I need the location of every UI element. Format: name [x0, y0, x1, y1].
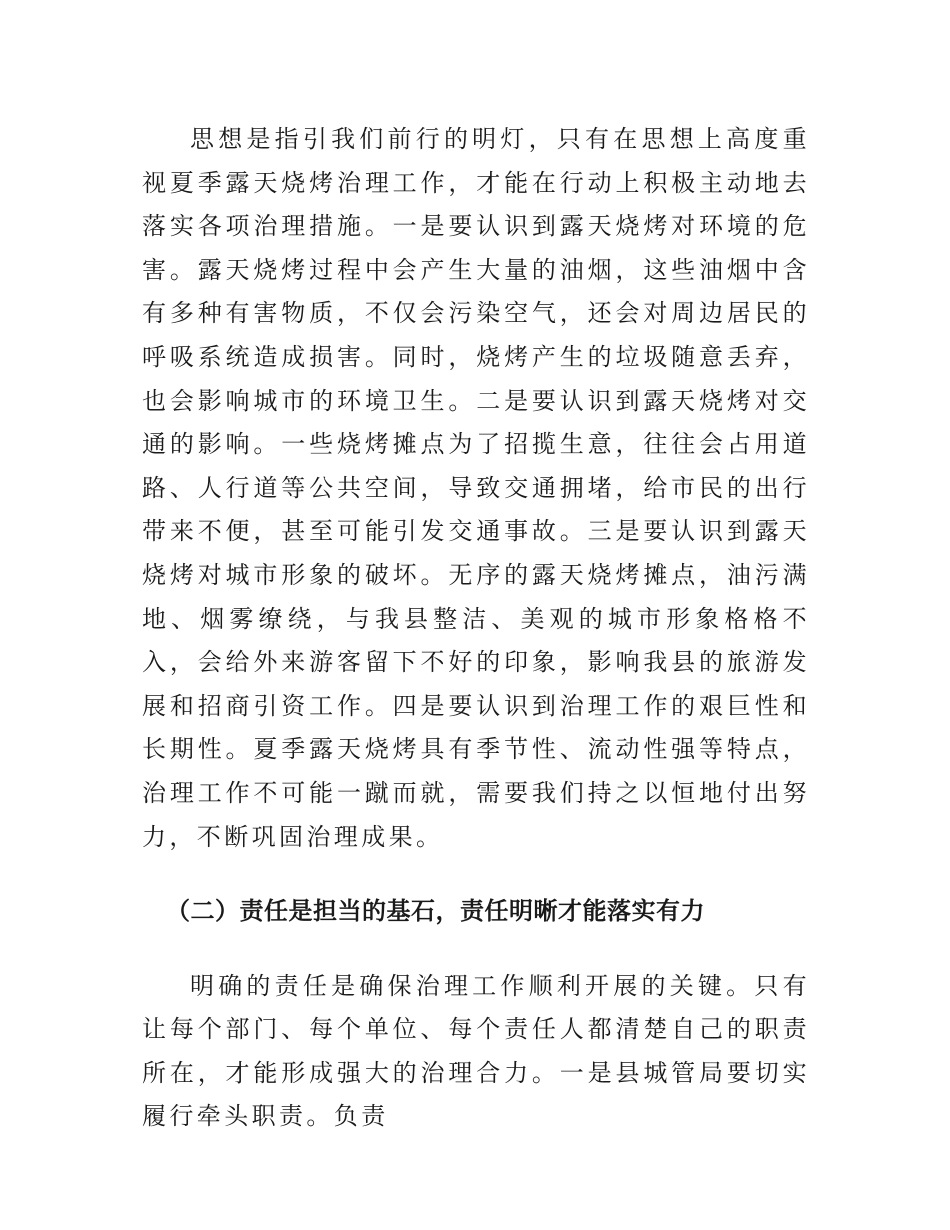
body-paragraph-2: 明确的责任是确保治理工作顺利开展的关键。只有让每个部门、每个单位、每个责任人都清楚自己的职责所在，才能形成强大的治理合力。一是县城管局要切实履行牵头职责。负责	[142, 971, 810, 1131]
document-body	[142, 118, 810, 1139]
body-paragraph-1: 思想是指引我们前行的明灯，只有在思想上高度重视夏季露天烧烤治理工作，才能在行动上积极主动地去落实各项治理措施。一是要认识到露天烧烤对环境的危害。露天烧烤过程中会产生大量的油烟，这些油烟中含有多种有害物质，不仅会污染空气，还会对周边居民的呼吸系统造成损害。同时，烧烤产生的垃圾随意丢弃，也会影响城市的环境卫生。二是要认识到露天烧烤对交通的影响。一些烧烤摊点为了招揽生意，往往会占用道路、人行道等公共空间，导致交通拥堵，给市民的出行带来不便，甚至可能引发交通事故。三是要认识到露天烧烤对城市形象的破坏。无序的露天烧烤摊点，油污满地、烟雾缭绕，与我县整洁、美观的城市形象格格不入，会给外来游客留下不好的印象，影响我县的旅游发展和招商引资工作。四是要认识到治理工作的艰巨性和长期性。夏季露天烧烤具有季节性、流动性强等特点，治理工作不可能一蹴而就，需要我们持之以恒地付出努力，不断巩固治理成果。	[142, 125, 810, 851]
section-heading: （二）责任是担当的基石，责任明晰才能落实有力	[166, 897, 705, 926]
